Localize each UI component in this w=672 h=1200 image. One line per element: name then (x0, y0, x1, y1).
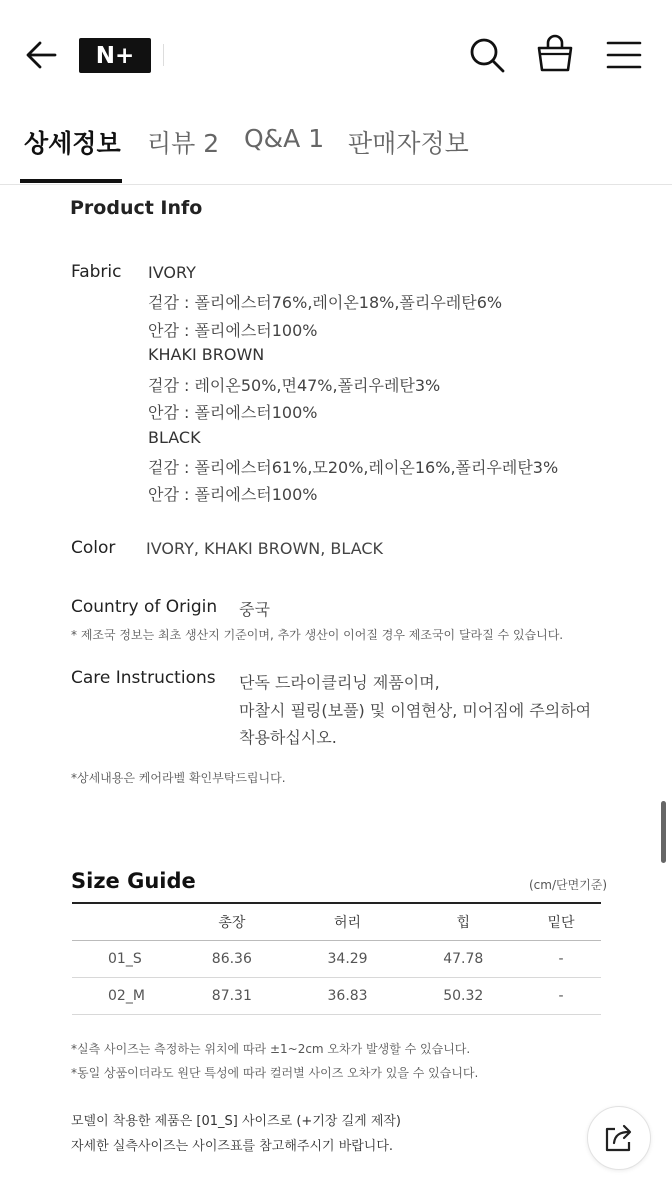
fabric-outer-black: 겉감 : 폴리에스터61%,모20%,레이온16%,폴리우레탄3% (148, 458, 559, 477)
scrollbar-thumb[interactable] (661, 801, 666, 863)
size-row-label: 02_M (72, 978, 174, 1015)
size-cell: - (521, 941, 601, 978)
top-header (0, 0, 672, 99)
size-cell: 34.29 (290, 941, 406, 978)
care-line-2: 마찰시 필링(보풀) 및 이염현상, 미어짐에 주의하여 (239, 701, 592, 720)
size-cell: - (521, 978, 601, 1015)
tab-reviews[interactable]: 리뷰 2 (147, 129, 220, 158)
size-unit: (cm/단면기준) (529, 878, 608, 892)
size-note-1: *실측 사이즈는 측정하는 위치에 따라 ±1~2cm 오차가 발생할 수 있습니다. (71, 1042, 471, 1056)
size-cell: 36.83 (290, 978, 406, 1015)
origin-note: * 제조국 정보는 최초 생산지 기준이며, 추가 생산이 이어질 경우 제조국이 달라질 수 있습니다. (71, 628, 564, 642)
fabric-label: Fabric (71, 262, 122, 282)
size-header-hem: 밑단 (521, 903, 601, 941)
tab-qna[interactable]: Q&A 1 (244, 124, 325, 153)
detail-note: *상세내용은 케어라벨 확인부탁드립니다. (71, 771, 286, 785)
table-row (72, 941, 601, 978)
share-button[interactable] (587, 1106, 651, 1170)
size-cell: 47.78 (405, 941, 521, 978)
size-row-label: 01_S (72, 941, 174, 978)
fabric-color-khaki: KHAKI BROWN (148, 345, 265, 364)
size-header-hip: 힙 (405, 903, 521, 941)
tab-bar (0, 98, 672, 185)
fabric-outer-khaki: 겉감 : 레이온50%,면47%,폴리우레탄3% (148, 376, 441, 395)
care-label: Care Instructions (71, 668, 216, 688)
menu-icon[interactable] (606, 40, 642, 70)
table-row (72, 978, 601, 1015)
care-line-3: 착용하십시오. (239, 728, 337, 747)
logo-divider (163, 44, 164, 66)
fabric-inner-ivory: 안감 : 폴리에스터100% (148, 321, 318, 340)
fabric-color-black: BLACK (148, 428, 201, 447)
fabric-color-ivory: IVORY (148, 263, 196, 282)
size-guide-title: Size Guide (71, 869, 196, 893)
fabric-inner-black: 안감 : 폴리에스터100% (148, 485, 318, 504)
color-label: Color (71, 538, 116, 558)
origin-label: Country of Origin (71, 597, 218, 617)
back-arrow-icon[interactable] (24, 38, 58, 72)
brand-logo[interactable]: N+ (79, 38, 151, 73)
fabric-inner-khaki: 안감 : 폴리에스터100% (148, 403, 318, 422)
size-cell: 87.31 (174, 978, 290, 1015)
origin-value: 중국 (239, 600, 270, 619)
model-note-1: 모델이 착용한 제품은 [01_S] 사이즈로 (+기장 길게 제작) (71, 1114, 402, 1129)
color-value: IVORY, KHAKI BROWN, BLACK (146, 539, 384, 558)
search-icon[interactable] (468, 36, 506, 74)
model-note-2: 자세한 실측사이즈는 사이즈표를 참고해주시기 바랍니다. (71, 1139, 394, 1154)
size-header-total-length: 총장 (174, 903, 290, 941)
product-info-title: Product Info (70, 197, 203, 219)
size-header-cell (72, 903, 174, 941)
size-header-waist: 허리 (290, 903, 406, 941)
active-tab-indicator (20, 179, 122, 183)
fabric-outer-ivory: 겉감 : 폴리에스터76%,레이온18%,폴리우레탄6% (148, 293, 503, 312)
tab-detail[interactable]: 상세정보 (24, 129, 121, 158)
size-cell: 86.36 (174, 941, 290, 978)
shopping-bag-icon[interactable] (536, 34, 574, 74)
share-icon (603, 1123, 635, 1153)
tab-seller-info[interactable]: 판매자정보 (348, 129, 469, 158)
size-cell: 50.32 (405, 978, 521, 1015)
size-note-2: *동일 상품이더라도 원단 특성에 따라 컬러별 사이즈 오차가 있을 수 있습니다. (71, 1066, 479, 1080)
size-table (72, 902, 601, 1015)
care-line-1: 단독 드라이클리닝 제품이며, (239, 673, 440, 692)
size-table-header (72, 903, 601, 941)
